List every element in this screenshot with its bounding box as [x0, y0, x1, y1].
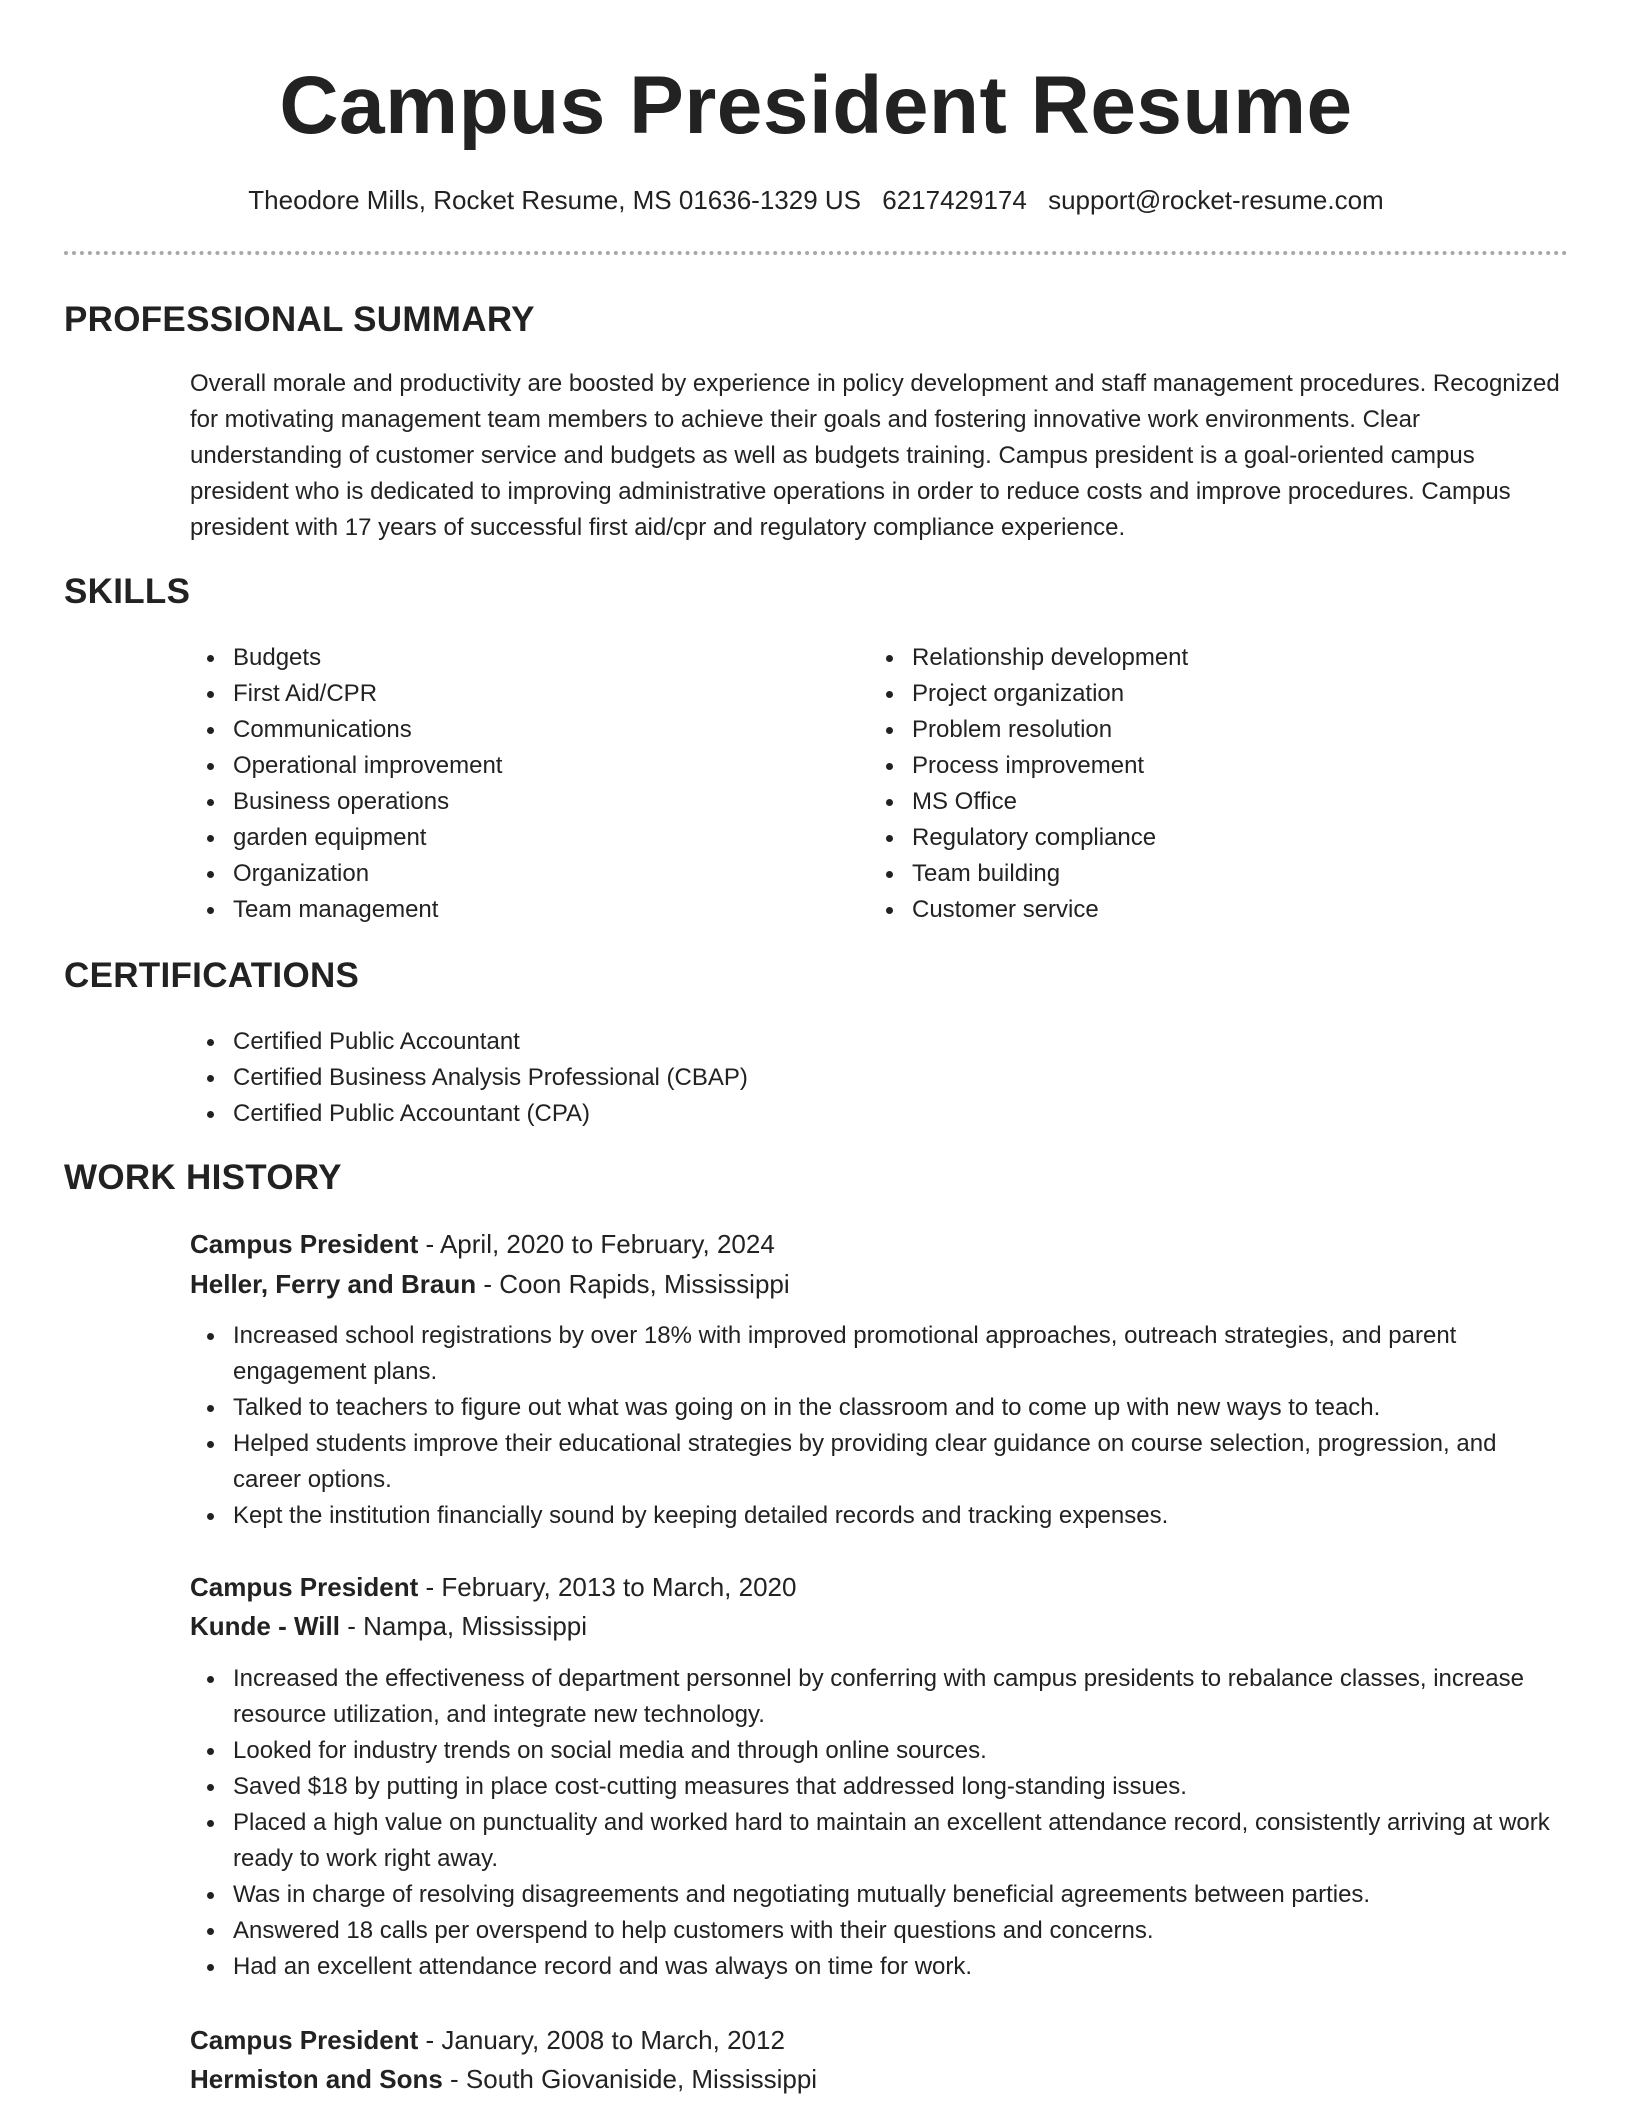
job-company: Hermiston and Sons [190, 2064, 443, 2094]
contact-email: support@rocket-resume.com [1048, 185, 1384, 215]
list-item: Process improvement [912, 748, 1552, 784]
list-item: Communications [233, 712, 853, 748]
job-title: Campus President [190, 1229, 419, 1259]
list-item: Certified Public Accountant (CPA) [233, 1096, 1533, 1132]
list-item: First Aid/CPR [233, 676, 853, 712]
list-item: MS Office [912, 784, 1552, 820]
work-history-heading: WORK HISTORY [64, 1158, 342, 1197]
list-item: Team management [233, 892, 853, 928]
job-dates: - April, 2020 to February, 2024 [418, 1229, 775, 1259]
skills-list-left [233, 640, 853, 928]
certifications-heading: CERTIFICATIONS [64, 956, 360, 995]
list-item: Budgets [233, 640, 853, 676]
certifications-list [233, 1024, 1533, 1132]
list-item: Kept the institution financially sound by keeping detailed records and tracking expenses. [233, 1498, 1563, 1534]
list-item: Problem resolution [912, 712, 1552, 748]
list-item: Helped students improve their educational strategies by providing clear guidance on course selection, progression, and career options. [233, 1426, 1563, 1498]
list-item: Relationship development [912, 640, 1552, 676]
summary-text: Overall morale and productivity are boosted by experience in policy development and staff management procedures. Recognized for motivating management team members to achieve their goals and fostering innovative work environments. Clear understanding of customer service and budgets as well as budgets training. Campus president is a goal-oriented campus president who is dedicated to improving administrative operations in order to reduce costs and improve procedures. Campus president with 17 years of successful first aid/cpr and regulatory compliance experience. [190, 370, 1560, 541]
job-company: Heller, Ferry and Braun [190, 1269, 477, 1299]
job-title: Campus President [190, 1572, 419, 1602]
list-item: Business operations [233, 784, 853, 820]
list-item: Project organization [912, 676, 1552, 712]
job-bullets [233, 1318, 1563, 1534]
list-item: Regulatory compliance [912, 820, 1552, 856]
list-item: Looked for industry trends on social media and through online sources. [233, 1733, 1563, 1769]
job-company-line [190, 1267, 790, 1301]
skills-list-right [912, 640, 1552, 928]
list-item: Increased the effectiveness of department personnel by conferring with campus presidents to rebalance classes, increase resource utilization, and integrate new technology. [233, 1661, 1563, 1733]
contact-address: Theodore Mills, Rocket Resume, MS 01636-1329 US [248, 185, 862, 215]
job-bullets [233, 1661, 1563, 1985]
header-divider [64, 251, 1568, 255]
list-item: Was in charge of resolving disagreements and negotiating mutually beneficial agreements between parties. [233, 1877, 1563, 1913]
summary-heading: PROFESSIONAL SUMMARY [64, 300, 535, 339]
list-item: Increased school registrations by over 18% with improved promotional approaches, outreach strategies, and parent engagement plans. [233, 1318, 1563, 1390]
list-item: Answered 18 calls per overspend to help customers with their questions and concerns. [233, 1913, 1563, 1949]
skills-heading: SKILLS [64, 572, 191, 611]
list-item: Customer service [912, 892, 1552, 928]
list-item: Talked to teachers to figure out what was going on in the classroom and to come up with new ways to teach. [233, 1390, 1563, 1426]
job-title-line [190, 1570, 796, 1604]
job-location: - South Giovaniside, Mississippi [442, 2064, 818, 2094]
list-item: garden equipment [233, 820, 853, 856]
page-title: Campus President Resume [279, 60, 1353, 151]
list-item: Saved $18 by putting in place cost-cutting measures that addressed long-standing issues. [233, 1769, 1563, 1805]
job-company: Kunde - Will [190, 1611, 340, 1641]
list-item: Placed a high value on punctuality and worked hard to maintain an excellent attendance record, consistently arriving at work ready to work right away. [233, 1805, 1563, 1877]
job-title-line [190, 1227, 775, 1261]
job-company-line [190, 2062, 817, 2096]
job-dates: - January, 2008 to March, 2012 [418, 2025, 785, 2055]
job-location: - Nampa, Mississippi [339, 1611, 588, 1641]
job-title-line [190, 2023, 785, 2057]
list-item: Certified Business Analysis Professional (CBAP) [233, 1060, 1533, 1096]
job-location: - Coon Rapids, Mississippi [476, 1269, 790, 1299]
list-item: Had an excellent attendance record and was always on time for work. [233, 1949, 1563, 1985]
contact-line [0, 184, 1632, 216]
list-item: Certified Public Accountant [233, 1024, 1533, 1060]
list-item: Operational improvement [233, 748, 853, 784]
contact-phone: 6217429174 [882, 185, 1027, 215]
job-title: Campus President [190, 2025, 419, 2055]
job-dates: - February, 2013 to March, 2020 [418, 1572, 797, 1602]
list-item: Team building [912, 856, 1552, 892]
list-item: Organization [233, 856, 853, 892]
job-company-line [190, 1609, 587, 1643]
